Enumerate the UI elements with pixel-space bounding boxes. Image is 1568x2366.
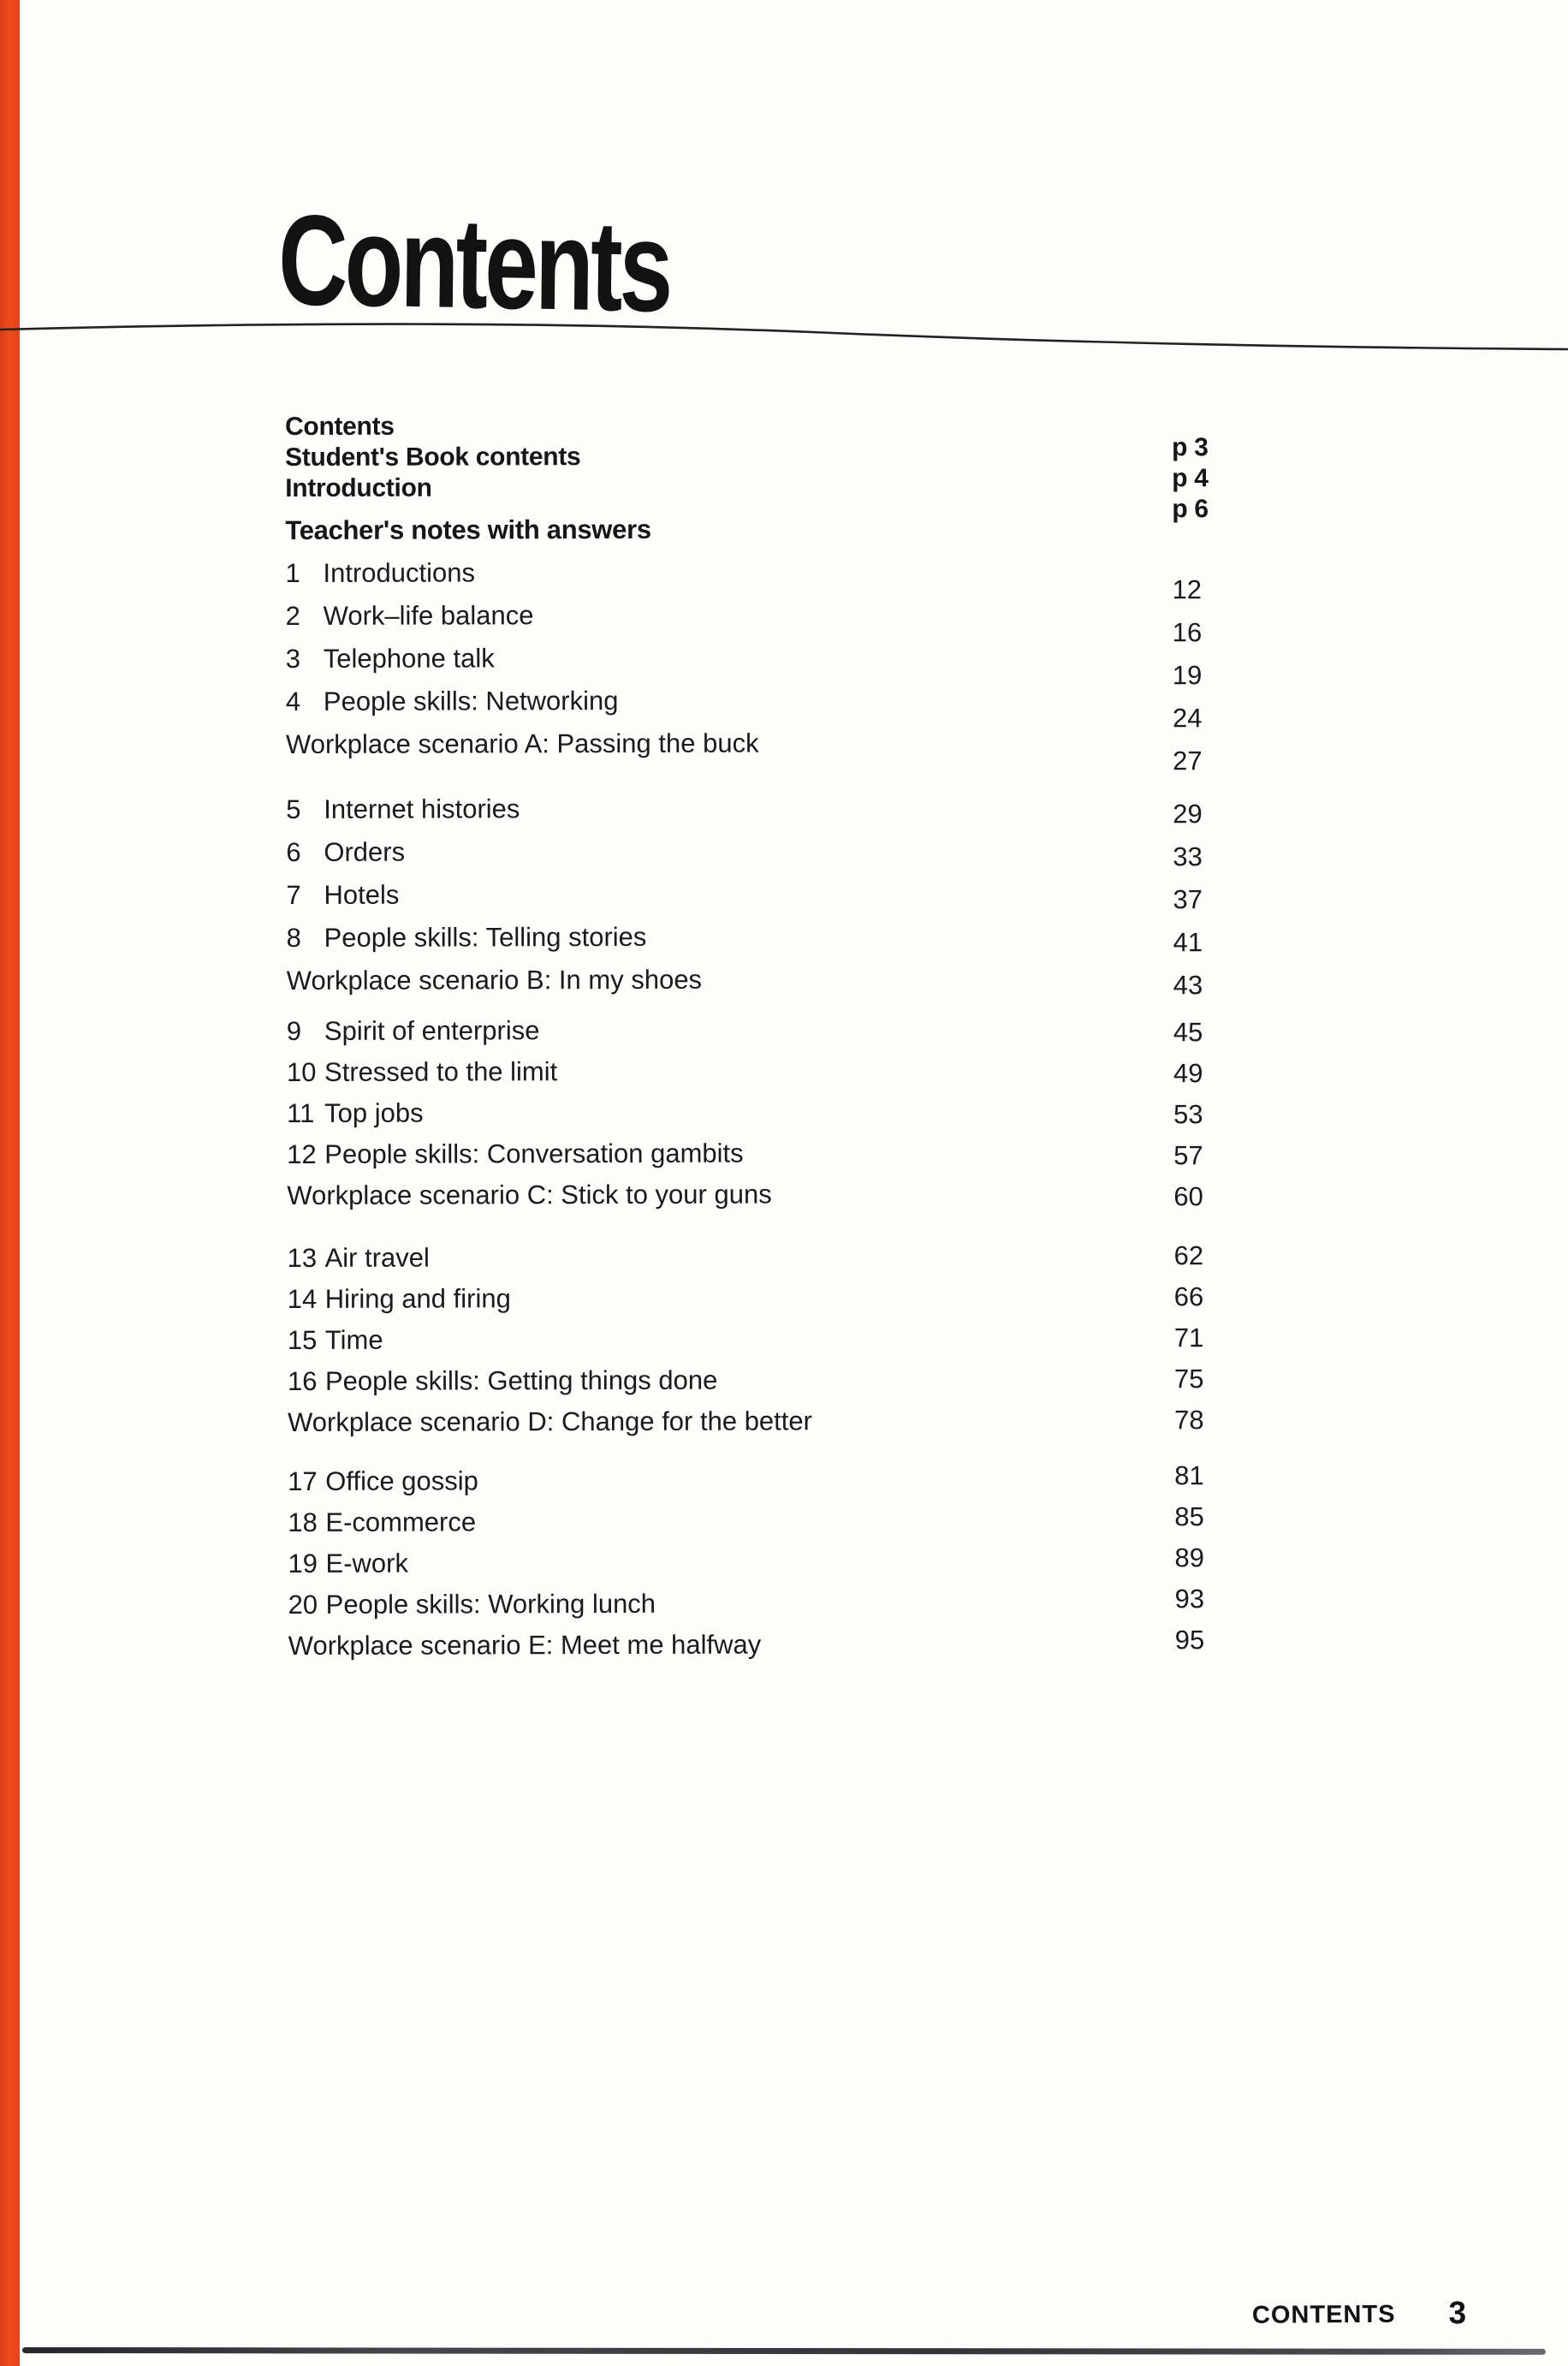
front-matter-label: Introduction: [285, 473, 432, 502]
unit-number: 11: [287, 1097, 315, 1128]
toc-row-scenario: [288, 1405, 1229, 1448]
toc-row: [288, 1281, 1229, 1325]
unit-number: 1: [285, 557, 300, 588]
unit-number: 20: [288, 1589, 318, 1620]
unit-title: People skills: Conversation gambits: [324, 1138, 744, 1169]
unit-title: Hiring and firing: [324, 1283, 511, 1314]
unit-number: 16: [287, 1365, 318, 1396]
toc-row: [287, 1137, 1228, 1180]
unit-title: Stressed to the limit: [324, 1056, 558, 1087]
scenario-title: Workplace scenario B: In my shoes: [286, 964, 703, 996]
toc-row: [286, 792, 1227, 837]
unit-page-number: 37: [1173, 884, 1203, 915]
toc-block-d: [288, 1240, 1230, 1448]
unit-page-number: 41: [1173, 927, 1203, 958]
toc-row: [287, 1055, 1228, 1098]
front-matter-label: Student's Book contents: [285, 443, 581, 472]
unit-page-number: 66: [1173, 1281, 1204, 1312]
scenario-title: Workplace scenario A: Passing the buck: [285, 728, 759, 759]
unit-page-number: 45: [1173, 1017, 1203, 1048]
toc-row: [288, 1584, 1230, 1631]
unit-page-number: 33: [1173, 841, 1203, 872]
unit-page-number: 57: [1173, 1140, 1203, 1171]
unit-title: People skills: Networking: [323, 685, 619, 716]
front-matter-page-number: p 6: [1172, 495, 1209, 524]
toc-row-scenario: [287, 1178, 1228, 1222]
toc-row: [288, 1460, 1229, 1507]
unit-number: 9: [286, 1015, 302, 1046]
unit-page-number: 95: [1174, 1625, 1205, 1656]
unit-number: 5: [286, 794, 301, 824]
toc-row: [286, 835, 1227, 880]
toc-row-scenario: [288, 1625, 1230, 1672]
unit-number: 19: [288, 1548, 318, 1578]
toc-row: [287, 920, 1228, 966]
toc-block-e: [288, 1460, 1230, 1672]
unit-page-number: 53: [1173, 1099, 1203, 1130]
unit-title: People skills: Working lunch: [325, 1588, 656, 1620]
unit-page-number: 27: [1173, 746, 1203, 776]
unit-title: Hotels: [324, 879, 400, 910]
unit-title: Telephone talk: [323, 643, 495, 674]
unit-page-number: 19: [1172, 660, 1203, 691]
unit-number: 7: [286, 879, 301, 910]
unit-page-number: 62: [1173, 1240, 1204, 1271]
scenario-title: Workplace scenario C: Stick to your guns: [287, 1179, 772, 1210]
front-matter-label: Contents: [284, 412, 395, 441]
unit-title: Orders: [324, 836, 406, 867]
unit-number: 14: [287, 1283, 318, 1314]
page-bottom-edge: [22, 2347, 1546, 2355]
unit-number: 12: [287, 1138, 317, 1169]
unit-page-number: 71: [1173, 1323, 1204, 1353]
toc-row-scenario: [287, 963, 1228, 1008]
unit-title: Office gossip: [325, 1465, 478, 1496]
unit-title: People skills: Telling stories: [324, 921, 647, 953]
unit-number: 15: [287, 1324, 318, 1355]
front-matter-page-number: p 3: [1172, 433, 1209, 462]
unit-page-number: 81: [1174, 1460, 1204, 1491]
unit-page-number: 60: [1173, 1181, 1203, 1212]
unit-title: People skills: Getting things done: [324, 1364, 718, 1396]
unit-title: Work–life balance: [323, 600, 534, 631]
unit-number: 8: [286, 922, 301, 953]
toc-row: [288, 1323, 1229, 1366]
unit-title: E-commerce: [325, 1507, 477, 1537]
unit-title: Spirit of enterprise: [324, 1015, 540, 1046]
toc-row: [285, 473, 1226, 524]
unit-number: 10: [286, 1056, 317, 1087]
toc-row: [287, 1014, 1228, 1057]
title-rule-line: [0, 315, 1568, 358]
unit-title: Introductions: [323, 557, 476, 588]
front-matter-page-number: p 4: [1172, 464, 1209, 493]
unit-number: 2: [285, 600, 300, 631]
toc-block-a: [285, 556, 1227, 776]
toc-row: [286, 877, 1227, 923]
unit-page-number: 85: [1174, 1501, 1204, 1532]
toc-row: [285, 598, 1227, 648]
toc-row: [288, 1543, 1229, 1590]
unit-page-number: 43: [1173, 970, 1203, 1001]
unit-number: 3: [285, 643, 301, 674]
unit-number: 6: [286, 836, 301, 867]
unit-page-number: 49: [1173, 1058, 1203, 1089]
section-heading: Teacher's notes with answers: [285, 514, 651, 545]
toc-row: [285, 641, 1227, 691]
unit-page-number: 29: [1173, 799, 1203, 829]
toc-row-scenario: [285, 727, 1227, 776]
toc-block-c: [287, 1014, 1229, 1222]
unit-title: Internet histories: [324, 794, 520, 824]
unit-title: E-work: [325, 1548, 409, 1578]
unit-page-number: 75: [1173, 1364, 1204, 1394]
page-title: Contents: [277, 187, 671, 339]
unit-number: 17: [288, 1465, 318, 1496]
unit-title: Top jobs: [324, 1097, 424, 1128]
unit-page-number: 78: [1174, 1405, 1204, 1436]
toc-row: [285, 556, 1226, 605]
unit-title: Time: [324, 1324, 383, 1355]
unit-page-number: 24: [1172, 703, 1203, 734]
scenario-title: Workplace scenario D: Change for the better: [288, 1406, 812, 1437]
table-of-contents: [285, 411, 1230, 1672]
toc-row: [288, 1501, 1229, 1549]
toc-row: [288, 1364, 1229, 1407]
unit-page-number: 16: [1172, 617, 1203, 648]
unit-page-number: 93: [1174, 1584, 1205, 1614]
toc-row: [285, 684, 1227, 734]
unit-number: 13: [287, 1242, 318, 1273]
footer-page-number: 3: [1448, 2295, 1467, 2331]
unit-number: 4: [285, 686, 301, 716]
unit-page-number: 12: [1172, 574, 1203, 605]
toc-block-b: [286, 792, 1228, 1008]
footer-section-label: CONTENTS: [1251, 2300, 1396, 2329]
page-footer: [1251, 2295, 1467, 2331]
unit-number: 18: [288, 1507, 318, 1537]
scenario-title: Workplace scenario E: Meet me halfway: [288, 1629, 762, 1661]
toc-row: [287, 1096, 1228, 1139]
unit-page-number: 89: [1174, 1543, 1205, 1573]
unit-title: Air travel: [324, 1242, 430, 1273]
toc-row: [288, 1240, 1229, 1284]
